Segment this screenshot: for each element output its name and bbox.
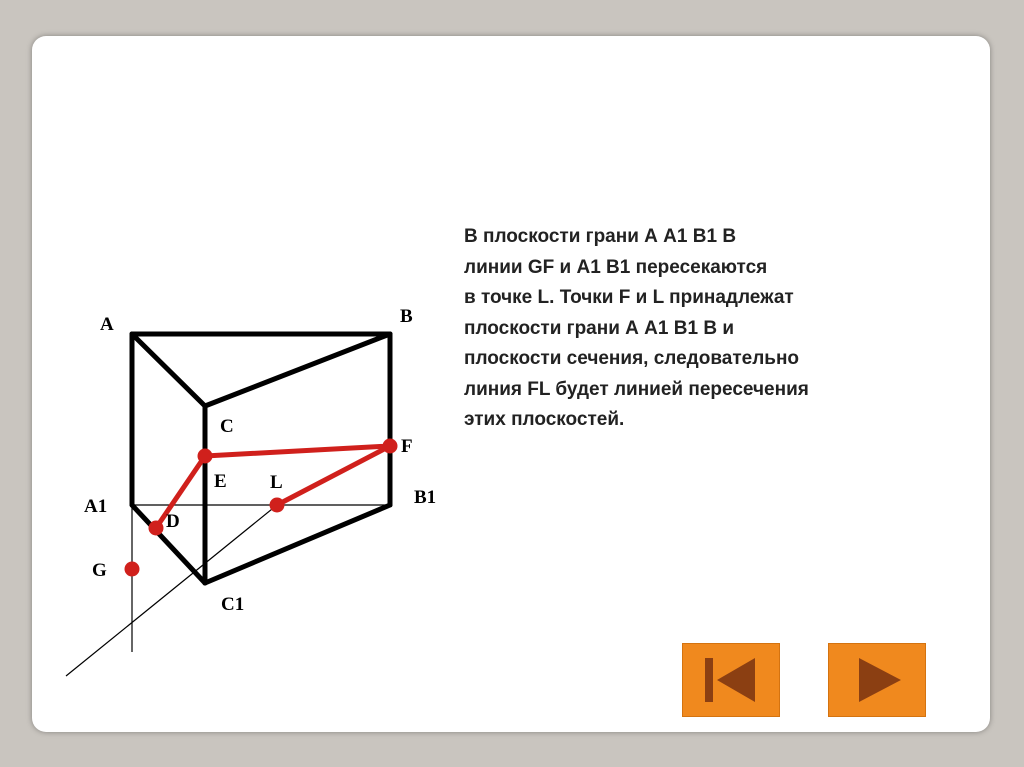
play-next-icon [829, 644, 925, 716]
label-c: C [220, 416, 234, 437]
explanation-text [464, 222, 924, 436]
explanation-line: линия FL будет линией пересечения [464, 378, 809, 400]
explanation-line: в точке L. Точки F и L принадлежат [464, 287, 794, 308]
point-g-marker [125, 562, 140, 577]
label-f: F [401, 436, 413, 457]
section-line-l-f [277, 446, 390, 505]
label-a: A [100, 314, 114, 335]
section-line-d-e [156, 456, 205, 528]
slide [32, 36, 990, 732]
label-l: L [270, 472, 283, 493]
explanation-line: плоскости сечения, следовательно [464, 348, 800, 369]
point-l-marker [270, 498, 285, 513]
section-line-e-f [205, 446, 390, 456]
first-slide-button[interactable] [682, 643, 780, 717]
label-a1: A1 [84, 496, 108, 517]
edge-c1-b1 [205, 505, 390, 583]
point-e-marker [198, 449, 213, 464]
next-slide-button[interactable] [828, 643, 926, 717]
label-e: E [214, 471, 227, 492]
label-d: D [166, 511, 180, 532]
label-g: G [92, 560, 107, 581]
explanation-line: этих плоскостей. [464, 409, 625, 430]
point-d-marker [149, 521, 164, 536]
label-b: B [400, 306, 413, 327]
skip-to-first-icon [683, 644, 779, 716]
explanation-line: плоскости грани А А1 В1 В и [464, 317, 734, 339]
explanation-line: В плоскости грани А А1 В1 В [464, 226, 737, 247]
label-b1: B1 [414, 487, 437, 508]
point-f-marker [383, 439, 398, 454]
edge-c-b [205, 334, 390, 406]
label-c1: C1 [221, 594, 245, 615]
explanation-line: линии GF и А1 В1 пересекаются [464, 256, 768, 278]
edge-a-c [132, 334, 205, 406]
